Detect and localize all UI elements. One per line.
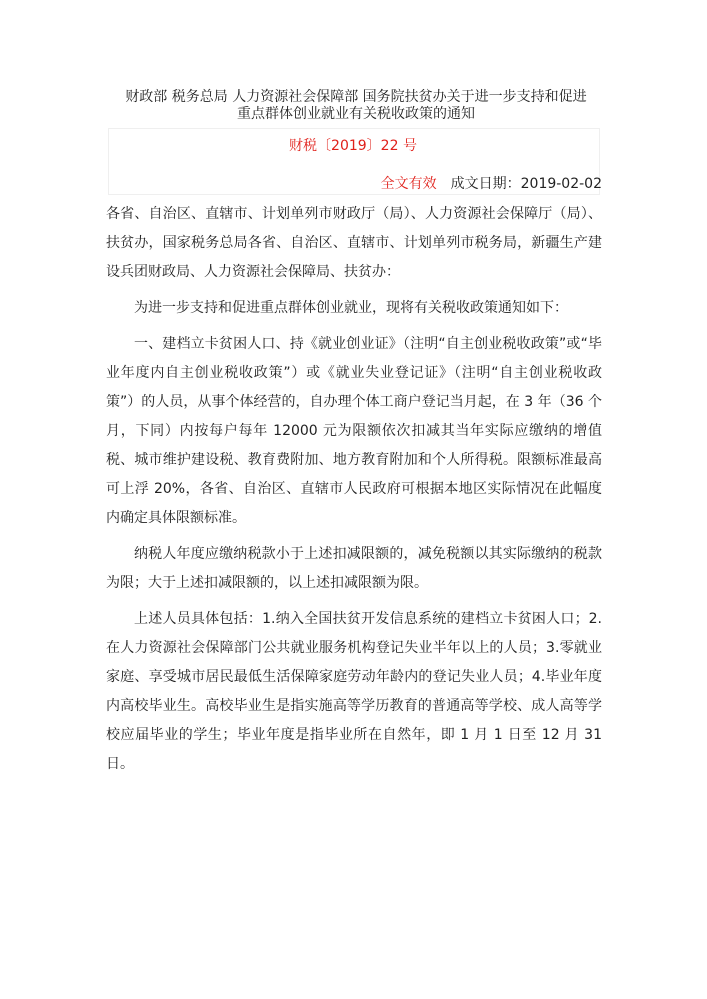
addressee-paragraph: 各省、自治区、直辖市、计划单列市财政厅（局）、人力资源社会保障厅（局）、扶贫办，国家税务总局各省、自治区、直辖市、计划单列市税务局，新疆生产建设兵团财政局、人力资源社会保障局、扶贫办： [106,206,602,280]
body-paragraph: 上述人员具体包括：1.纳入全国扶贫开发信息系统的建档立卡贫困人口；2.在人力资源社会保障部门公共就业服务机构登记失业半年以上的人员；3.零就业家庭、享受城市居民最低生活保障家庭劳动年龄内的登记失业人员；4.毕业年度内高校毕业生。高校毕业生是指实施高等学历教育的普通高等学校、成人高等学校应届毕业的学生；毕业年度是指毕业所在自然年，即 1 月 1 日至 12 月 31 日。 [106,611,602,772]
doc-number: 财税〔2019〕22 号 [289,138,417,154]
validity-status: 全文有效 [380,176,437,192]
date-label: 成文日期： [450,176,521,192]
body-paragraph: 纳税人年度应缴纳税款小于上述扣减限额的，减免税额以其实际缴纳的税款为限；大于上述扣减限额的，以上述扣减限额为限。 [106,546,602,591]
document-title [100,89,612,123]
status-line [381,173,602,193]
issue-date: 2019-02-02 [520,176,602,192]
title-line-1: 财政部 税务总局 人力资源社会保障部 国务院扶贫办关于进一步支持和促进 [125,89,587,105]
body-paragraph: 一、建档立卡贫困人口、持《就业创业证》（注明“自主创业税收政策”或“毕业年度内自主创业税收政策”）或《就业失业登记证》（注明“自主创业税收政策”）的人员，从事个体经营的，自办理个体工商户登记当月起，在 3 年（36 个月，下同）内按每户每年 12000 元为限额依次扣减其当年实际应缴纳的增值税、城市维护建设税、教育费附加、地方教育附加和个人所得税。限额标准最高可上浮 20%，各省、自治区、直辖市人民政府可根据本地区实际情况在此幅度内确定具体限额标准。 [106,336,602,526]
document-body [106,200,602,786]
body-paragraph: 为进一步支持和促进重点群体创业就业，现将有关税收政策通知如下： [134,300,568,316]
title-line-2: 重点群体创业就业有关税收政策的通知 [237,106,475,122]
